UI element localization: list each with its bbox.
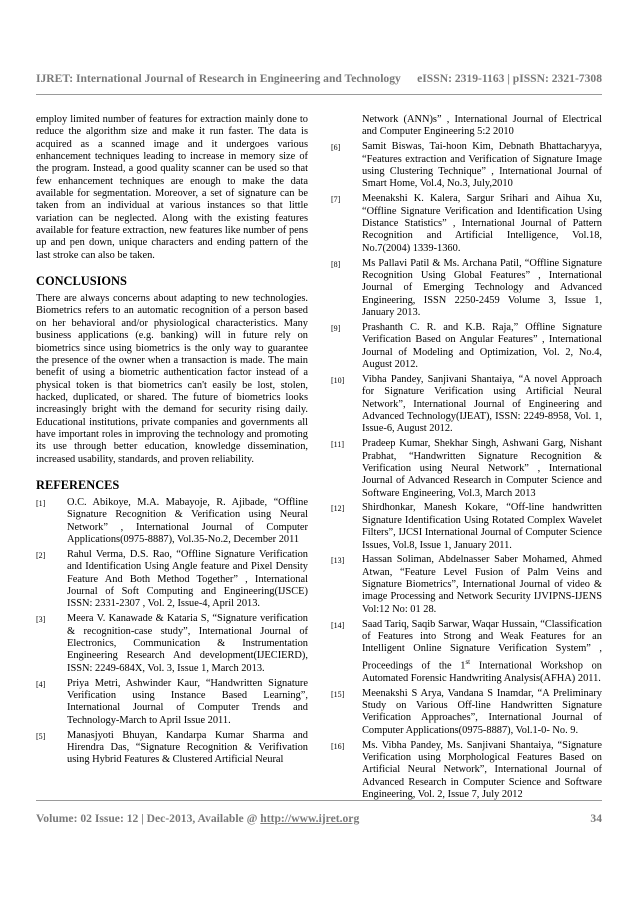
reference-text: Network (ANN)s” , International Journal of Electrical and Computer Engineering 5:2 2010: [362, 114, 602, 138]
reference-list-left: [36, 497, 308, 767]
reference-number: [13]: [331, 556, 345, 566]
reference-number: [7]: [331, 195, 341, 205]
reference-text: International Workshop on Automated Forensic Handwriting Analysis(AFHA) 2011.: [362, 660, 602, 684]
page-header: [36, 72, 602, 85]
reference-text: Ms. Vibha Pandey, Ms. Sanjivani Shantaiya, “Signature Verification using Morphological Features Based on Artificial Neural Network”, International Journal of Advanced Research in Computer Science and Software Engineering, Vol. 2, Issue 7, July 2012: [362, 739, 602, 800]
reference-number: [11]: [331, 440, 345, 450]
reference-number: [8]: [331, 259, 341, 269]
header-rule: [36, 94, 602, 95]
reference-item: [331, 688, 602, 737]
reference-number: [14]: [331, 620, 345, 630]
reference-text: Manasjyoti Bhuyan, Kandarpa Kumar Sharma and Hirendra Das, “Signature Recognition & Verifivation using Hybrid Features & Clustered Artificial Neural: [67, 729, 308, 766]
reference-text: Pradeep Kumar, Shekhar Singh, Ashwani Garg, Nishant Prabhat, “Handwritten Signature Recognition & Verification using Neural Network” , International Journal of Advanced Research in Computer Science and Software Engineering, Vol.3, March 2013: [362, 438, 602, 499]
reference-item: [36, 678, 308, 727]
reference-item: [331, 619, 602, 685]
reference-text: Hassan Soliman, Abdelnasser Saber Mohamed, Ahmed Atwan, “Feature Level Fusion of Palm Veins and Signature Biometrics”, International Journal of video & image Processing and Network Security IJVIPNS-IJENS Vol:12 No: 01 28.: [362, 554, 602, 615]
reference-text: Vibha Pandey, Sanjivani Shantaiya, “A novel Approach for Signature Verification using Artificial Neural Network”, International Journal of Engineering and Advanced Technology(IJEAT), ISSN: 2249-8958, Vol. 1, Issue-6, August 2012.: [362, 373, 602, 435]
reference-number: [2]: [36, 550, 46, 560]
reference-number: [6]: [331, 143, 341, 153]
reference-item: [36, 549, 308, 611]
reference-text: Saad Tariq, Saqib Sarwar, Waqar Hussain, “Classification of Features into Strong and Weak Features for an Intelligent Online Signature Verification System” , Proceedings of the 1: [362, 618, 602, 672]
conclusions-paragraph: There are always concerns about adapting to new technologies. Biometrics refers to an automatic recognition of a person based on her behavioral and/or physiological characteristics. Many business applications (e.g. banking) will in future rely on biometrics since using biometrics is the only way to guarantee the presence of the owner when a transaction is made. The main benefit of using a biometric authentication factor instead of a physical token is that biometrics can't easily be lost, stolen, hacked, duplicated, or shared. The future of biometrics looks increasingly bright with the demand for security rising daily. Educational institutions, private companies and governments all have important roles in improving the technology and promoting its use through better education, knowledge dissemination, increased usability, standards, and proven reliability.: [36, 293, 308, 465]
reference-text: O.C. Abikoye, M.A. Mabayoje, R. Ajibade, “Offline Signature Recognition & Verification using Neural Network” , International Journal of Computer Applications(0975-8887), Vol.35-No.2, December 2011: [67, 496, 308, 545]
reference-item: [331, 554, 602, 616]
reference-number: [4]: [36, 679, 46, 689]
journal-title: IJRET: International Journal of Research in Engineering and Technology: [36, 72, 401, 85]
reference-number: [9]: [331, 323, 341, 333]
reference-list-right: [331, 114, 602, 801]
reference-text: Shirdhonkar, Manesh Kokare, “Off-line handwritten Signature Identification Using Rotated Complex Wavelet Filters”, IJCSI International Journal of Computer Science Issues, Vol.8, Issue 1, January 2011.: [362, 502, 602, 551]
reference-text: Meenakshi K. Kalera, Sargur Srihari and Aihua Xu, “Offline Signature Verification and Identification Using Distance Statistics” , International Journal of Pattern Recognition and Artificial Intelligence, Vol.18, No.7(2004) 1339-1360.: [362, 193, 602, 254]
reference-item: [331, 193, 602, 255]
reference-number: [10]: [331, 375, 345, 385]
conclusions-heading: CONCLUSIONS: [36, 274, 127, 289]
reference-number: [3]: [36, 615, 46, 625]
footer-rule: [36, 800, 602, 801]
reference-item: [331, 374, 602, 436]
right-column: [331, 114, 602, 804]
references-heading: REFERENCES: [36, 477, 120, 492]
reference-text: Priya Metri, Ashwinder Kaur, “Handwritten Signature Verification using Instance Based Learning”, International Journal of Computer Trends and Technology-March to April Issue 2011.: [67, 677, 308, 726]
reference-number: [5]: [36, 731, 46, 741]
reference-item: [36, 613, 308, 675]
page-number: 34: [590, 812, 602, 825]
reference-number: [1]: [36, 498, 46, 508]
intro-paragraph: employ limited number of features for extraction mainly done to reduce the algorithm size and make it run faster. The data is acquired as a scanned image and it undergoes various enhancement techniques leading to increase in memory size of the program. Instead, a good quality scanner can be used so that few enhancement techniques are enough to make the data available for segmentation. Moreover, a set of signature can be taken from an individual at various instances so that little variation can be neglected. Along with the existing features available for feature extraction, new features like number of pens up and pen down, unique characters and ending pattern of the last stroke can also be taken.: [36, 114, 308, 261]
reference-item: [331, 740, 602, 802]
reference-text: Meenakshi S Arya, Vandana S Inamdar, “A Preliminary Study on Various Off-line Handwritten Signature Verification Approaches”, International Journal of Computer Applications(0975-8887), Vol.1-0- No. 9.: [362, 687, 602, 736]
reference-text: Samit Biswas, Tai-hoon Kim, Debnath Bhattacharyya, “Features extraction and Verification of Signature Image using Clustering Technique” , International Journal of Smart Home, Vol.4, No.3, July,2010: [362, 141, 602, 190]
footer-volume-info: Volume: 02 Issue: 12 | Dec-2013, Available @: [36, 812, 261, 825]
page-footer: [36, 812, 602, 825]
reference-item: [331, 322, 602, 371]
reference-number: [15]: [331, 689, 345, 699]
reference-item: [331, 502, 602, 551]
issn-label: eISSN: 2319-1163 | pISSN: 2321-7308: [417, 72, 602, 85]
reference-number: [12]: [331, 504, 345, 514]
reference-text: Meera V. Kanawade & Kataria S, “Signature verification & recognition-case study”, International Journal of Electronics, Communication & Instrumentation Engineering Research And development(IJECIERD), ISSN: 2249-684X, Vol. 3, Issue 1, March 2013.: [67, 613, 308, 674]
reference-item: [331, 141, 602, 190]
left-column: [36, 114, 308, 769]
reference-text: Ms Pallavi Patil & Ms. Archana Patil, “Offline Signature Recognition Using Global Features” , International Journal of Emerging Technology and Advanced Engineering, ISSN 2250-2459 Volume 3, Issue 1, January 2013.: [362, 257, 602, 318]
reference-text: Rahul Verma, D.S. Rao, “Offline Signature Verification and Identification Using Angle feature and Pixel Density Feature And Both Method Together” , International Journal of Soft Computing and Engineering(IJSCE) ISSN: 2331-2307 , Vol. 2, Issue-4, April 2013.: [67, 548, 308, 610]
reference-item: [331, 258, 602, 320]
reference-continuation: [331, 114, 602, 139]
reference-item: [36, 730, 308, 767]
reference-item: [36, 497, 308, 546]
reference-number: [16]: [331, 741, 345, 751]
reference-item: [331, 438, 602, 500]
journal-link[interactable]: http://www.ijret.org: [260, 812, 360, 825]
reference-superscript: st: [465, 657, 471, 666]
reference-text: Prashanth C. R. and K.B. Raja,” Offline Signature Verification Based on Angular Features” , International Journal of Modeling and Optimization, Vol. 2, No.4, August 2012.: [362, 321, 602, 370]
